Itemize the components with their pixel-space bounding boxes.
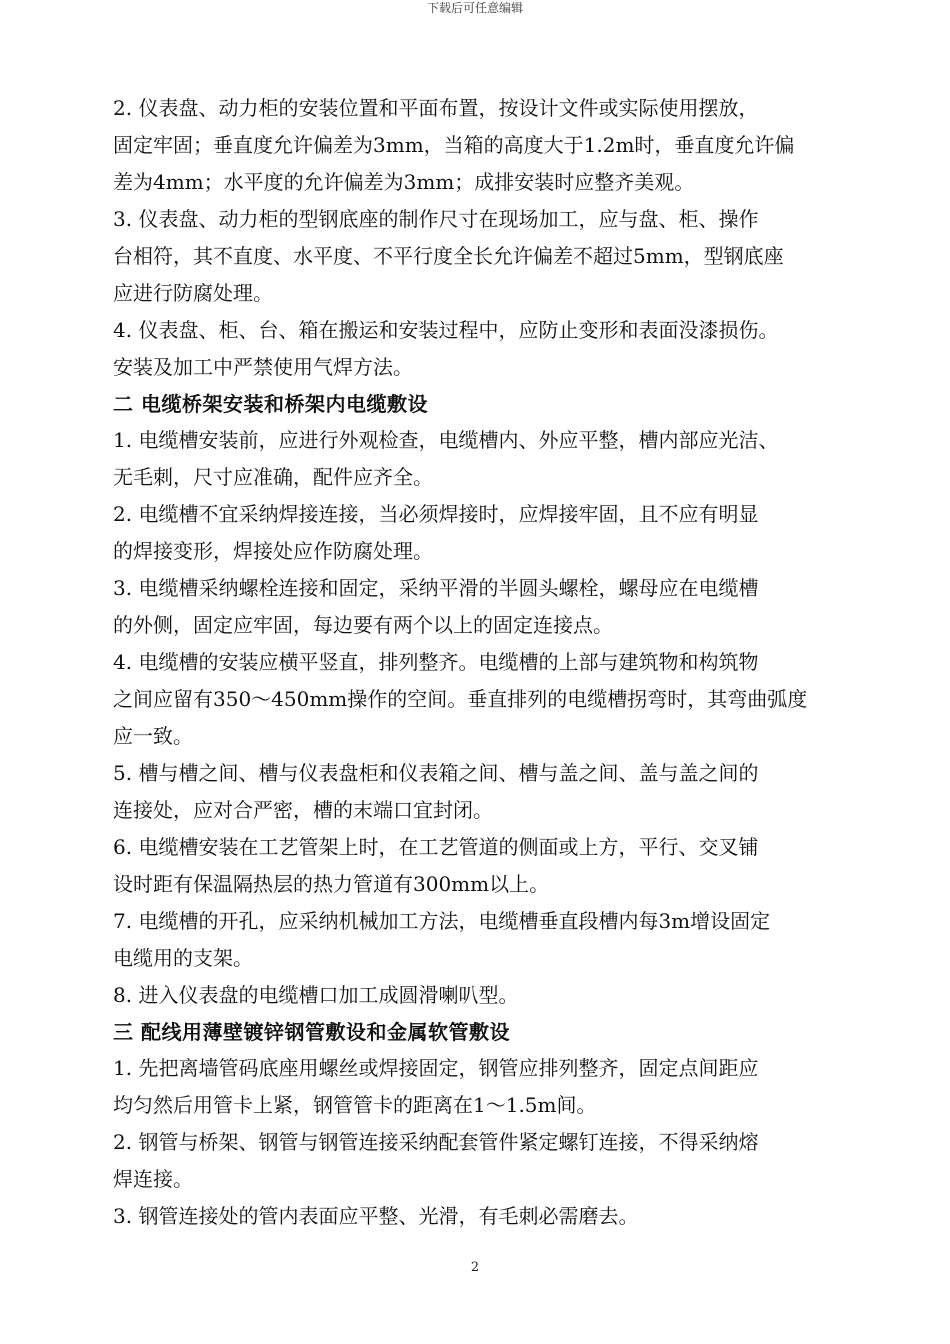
page-header: 下载后可任意编辑 (426, 1, 523, 15)
text-line: 5. 槽与槽之间、槽与仪表盘柜和仪表箱之间、槽与盖之间、盖与盖之间的 (113, 761, 759, 785)
text-line: 2. 钢管与桥架、钢管与钢管连接采纳配套管件紧定螺钉连接，不得采纳熔 (113, 1130, 759, 1154)
text-line: 固定牢固；垂直度允许偏差为3mm，当箱的高度大于1.2m时，垂直度允许偏 (113, 133, 795, 157)
page-number: 2 (470, 1260, 480, 1275)
text-line: 连接处，应对合严密，槽的末端口宜封闭。 (113, 798, 493, 822)
text-line: 焊连接。 (113, 1167, 193, 1191)
text-line: 1. 电缆槽安装前，应进行外观检查，电缆槽内、外应平整，槽内部应光洁、 (113, 428, 779, 452)
text-line: 应一致。 (113, 724, 193, 748)
text-line: 电缆用的支架。 (113, 946, 253, 970)
text-line: 的外侧，固定应牢固，每边要有两个以上的固定连接点。 (113, 613, 613, 637)
text-line: 设时距有保温隔热层的热力管道有300mm以上。 (113, 872, 550, 896)
text-line: 3. 电缆槽采纳螺栓连接和固定，采纳平滑的半圆头螺栓，螺母应在电缆槽 (113, 576, 759, 600)
text-line: 应进行防腐处理。 (113, 281, 273, 305)
text-line: 3. 钢管连接处的管内表面应平整、光滑，有毛刺必需磨去。 (113, 1204, 639, 1228)
text-line: 之间应留有350～450mm操作的空间。垂直排列的电缆槽拐弯时，其弯曲弧度 (113, 687, 808, 711)
section-heading: 二 电缆桥架安装和桥架内电缆敷设 (113, 392, 428, 416)
text-line: 4. 电缆槽的安装应横平竖直，排列整齐。电缆槽的上部与建筑物和构筑物 (113, 650, 759, 674)
text-line: 安装及加工中严禁使用气焊方法。 (113, 355, 413, 379)
text-line: 的焊接变形，焊接处应作防腐处理。 (113, 539, 433, 563)
text-line: 2. 电缆槽不宜采纳焊接连接，当必须焊接时，应焊接牢固，且不应有明显 (113, 502, 759, 526)
text-line: 3. 仪表盘、动力柜的型钢底座的制作尺寸在现场加工，应与盘、柜、操作 (113, 207, 759, 231)
text-line: 均匀然后用管卡上紧，钢管管卡的距离在1～1.5m间。 (113, 1093, 597, 1117)
text-line: 6. 电缆槽安装在工艺管架上时，在工艺管道的侧面或上方，平行、交叉铺 (113, 835, 759, 859)
text-line: 台相符，其不直度、水平度、不平行度全长允许偏差不超过5mm，型钢底座 (113, 244, 784, 268)
text-line: 差为4mm；水平度的允许偏差为3mm；成排安装时应整齐美观。 (113, 170, 695, 194)
text-line: 7. 电缆槽的开孔，应采纳机械加工方法，电缆槽垂直段槽内每3m增设固定 (113, 909, 771, 933)
text-line: 2. 仪表盘、动力柜的安装位置和平面布置，按设计文件或实际使用摆放， (113, 96, 759, 120)
text-line: 4. 仪表盘、柜、台、箱在搬运和安装过程中，应防止变形和表面没漆损伤。 (113, 318, 779, 342)
text-line: 无毛刺，尺寸应准确，配件应齐全。 (113, 465, 433, 489)
text-line: 1. 先把离墙管码底座用螺丝或焊接固定，钢管应排列整齐，固定点间距应 (113, 1056, 759, 1080)
text-line: 8. 进入仪表盘的电缆槽口加工成圆滑喇叭型。 (113, 983, 519, 1007)
document-body (113, 90, 873, 1235)
section-heading: 三 配线用薄壁镀锌钢管敷设和金属软管敷设 (113, 1020, 510, 1044)
